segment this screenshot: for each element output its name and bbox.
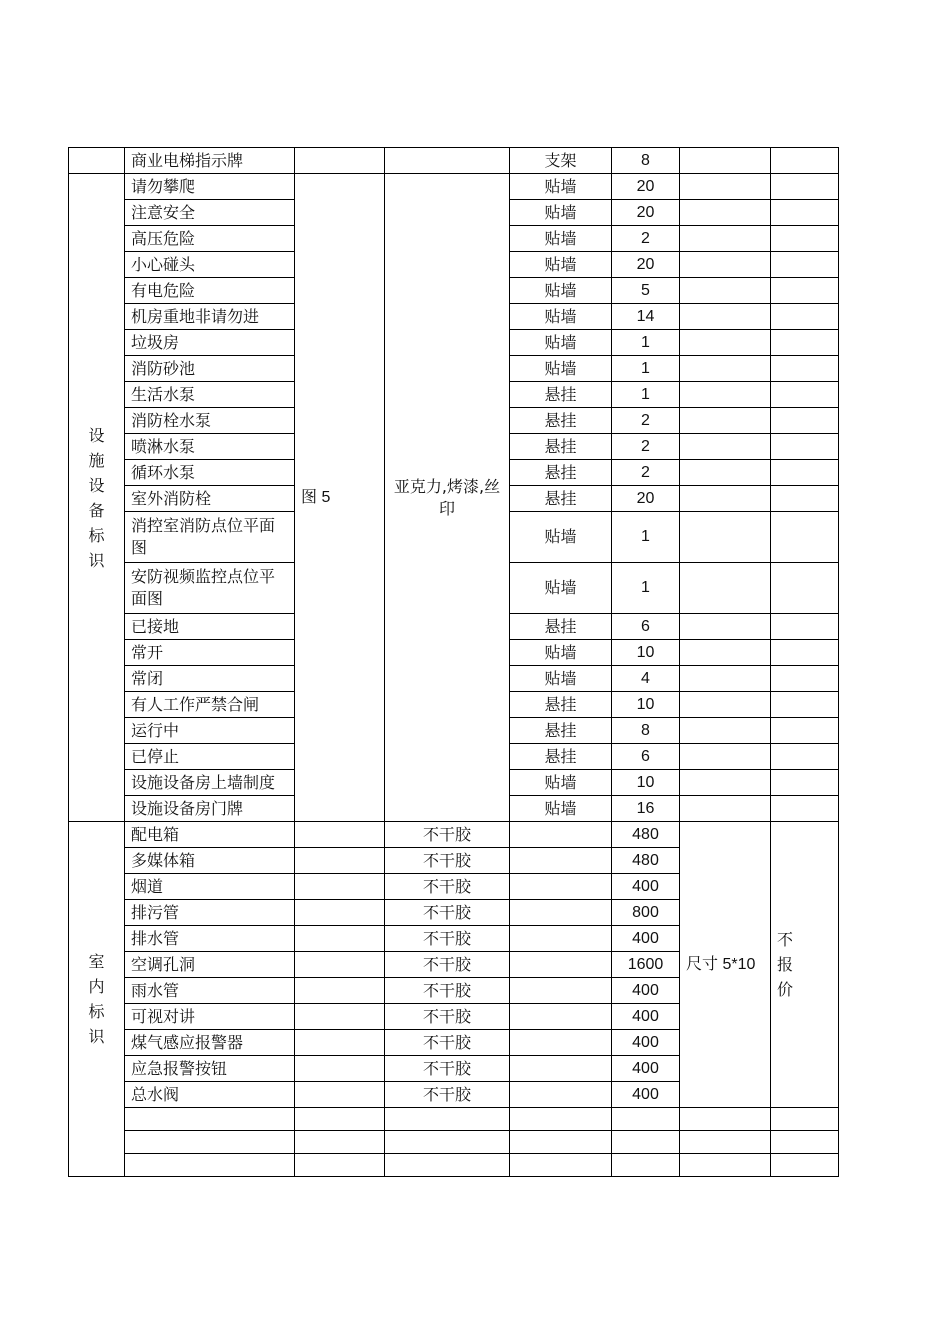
size-cell (680, 666, 771, 692)
table-row-empty (69, 1131, 839, 1154)
quantity: 2 (612, 226, 680, 252)
note-cell (771, 770, 839, 796)
size-cell (680, 512, 771, 563)
install-cell (510, 1056, 612, 1082)
material: 不干胶 (385, 978, 510, 1004)
empty-cell (680, 1108, 771, 1131)
item-name: 消控室消防点位平面图 (125, 512, 295, 563)
note-cell (771, 304, 839, 330)
image-ref: 图 5 (295, 174, 385, 822)
signage-table (68, 147, 839, 1177)
item-name: 排污管 (125, 900, 295, 926)
item-name: 煤气感应报警器 (125, 1030, 295, 1056)
size-cell (680, 770, 771, 796)
note-cell (771, 666, 839, 692)
note-cell (771, 718, 839, 744)
table-row-empty (69, 1108, 839, 1131)
quantity: 6 (612, 614, 680, 640)
note-cell (771, 226, 839, 252)
empty-cell (385, 1154, 510, 1177)
note-cell (771, 382, 839, 408)
image-cell (295, 874, 385, 900)
install-method: 贴墙 (510, 640, 612, 666)
item-name: 商业电梯指示牌 (125, 148, 295, 174)
install-cell (510, 926, 612, 952)
note-cell (771, 174, 839, 200)
size-cell (680, 382, 771, 408)
material-cell (385, 148, 510, 174)
item-name: 消防栓水泵 (125, 408, 295, 434)
quantity: 480 (612, 822, 680, 848)
item-name: 注意安全 (125, 200, 295, 226)
note-cell (771, 356, 839, 382)
quantity: 5 (612, 278, 680, 304)
note-cell (771, 278, 839, 304)
install-method: 贴墙 (510, 796, 612, 822)
quantity: 1 (612, 356, 680, 382)
note-cell (771, 614, 839, 640)
quantity: 20 (612, 252, 680, 278)
size-cell (680, 356, 771, 382)
item-name: 生活水泵 (125, 382, 295, 408)
size-cell (680, 148, 771, 174)
empty-cell (680, 1131, 771, 1154)
size-cell (680, 252, 771, 278)
install-cell (510, 952, 612, 978)
install-method: 贴墙 (510, 356, 612, 382)
item-name: 空调孔洞 (125, 952, 295, 978)
size-cell (680, 460, 771, 486)
quantity: 8 (612, 148, 680, 174)
quantity: 10 (612, 692, 680, 718)
quantity: 400 (612, 926, 680, 952)
empty-cell (612, 1108, 680, 1131)
size-cell (680, 434, 771, 460)
empty-cell (510, 1108, 612, 1131)
install-method: 贴墙 (510, 226, 612, 252)
install-cell (510, 1030, 612, 1056)
material: 不干胶 (385, 1030, 510, 1056)
table-row-empty (69, 1154, 839, 1177)
item-name: 配电箱 (125, 822, 295, 848)
material: 不干胶 (385, 848, 510, 874)
size-cell (680, 408, 771, 434)
empty-cell (295, 1154, 385, 1177)
material: 不干胶 (385, 1056, 510, 1082)
empty-cell (385, 1131, 510, 1154)
note-cell (771, 796, 839, 822)
item-name: 有人工作严禁合闸 (125, 692, 295, 718)
note-cell (771, 486, 839, 512)
note-cell (771, 692, 839, 718)
item-name: 多媒体箱 (125, 848, 295, 874)
material: 亚克力,烤漆,丝印 (385, 174, 510, 822)
size-cell (680, 640, 771, 666)
image-cell (295, 848, 385, 874)
note-cell (771, 330, 839, 356)
empty-cell (771, 1108, 839, 1131)
note-cell (771, 252, 839, 278)
quantity: 6 (612, 744, 680, 770)
quantity: 400 (612, 1082, 680, 1108)
quantity: 800 (612, 900, 680, 926)
install-method: 贴墙 (510, 330, 612, 356)
image-cell (295, 900, 385, 926)
install-method: 悬挂 (510, 614, 612, 640)
category-cell-empty (69, 148, 125, 174)
size-cell (680, 226, 771, 252)
item-name: 总水阀 (125, 1082, 295, 1108)
quantity: 1 (612, 330, 680, 356)
material: 不干胶 (385, 952, 510, 978)
price-note (771, 822, 839, 1108)
item-name: 安防视频监控点位平面图 (125, 563, 295, 614)
item-name: 小心碰头 (125, 252, 295, 278)
category-indoor (69, 822, 125, 1177)
note-cell (771, 434, 839, 460)
note-cell (771, 460, 839, 486)
item-name: 消防砂池 (125, 356, 295, 382)
install-method: 悬挂 (510, 718, 612, 744)
price-note-text: 不报价 (777, 930, 794, 999)
install-method: 悬挂 (510, 460, 612, 486)
table-body (69, 148, 839, 1177)
material: 不干胶 (385, 1004, 510, 1030)
item-name: 循环水泵 (125, 460, 295, 486)
size-cell (680, 614, 771, 640)
empty-cell (612, 1154, 680, 1177)
item-name: 运行中 (125, 718, 295, 744)
install-cell (510, 1004, 612, 1030)
item-name: 设施设备房门牌 (125, 796, 295, 822)
image-cell (295, 1056, 385, 1082)
size-cell (680, 563, 771, 614)
size-cell (680, 304, 771, 330)
note-cell (771, 640, 839, 666)
quantity: 1 (612, 512, 680, 563)
quantity: 20 (612, 486, 680, 512)
item-name: 排水管 (125, 926, 295, 952)
quantity: 20 (612, 174, 680, 200)
item-name: 应急报警按钮 (125, 1056, 295, 1082)
size-cell (680, 200, 771, 226)
install-method: 悬挂 (510, 744, 612, 770)
quantity: 20 (612, 200, 680, 226)
image-cell (295, 978, 385, 1004)
quantity: 400 (612, 1030, 680, 1056)
install-cell (510, 848, 612, 874)
size-cell (680, 692, 771, 718)
quantity: 2 (612, 434, 680, 460)
size-cell (680, 174, 771, 200)
material: 不干胶 (385, 900, 510, 926)
material: 不干胶 (385, 874, 510, 900)
item-name: 可视对讲 (125, 1004, 295, 1030)
empty-cell (295, 1108, 385, 1131)
image-cell (295, 822, 385, 848)
empty-cell (771, 1154, 839, 1177)
empty-cell (510, 1154, 612, 1177)
item-name: 垃圾房 (125, 330, 295, 356)
size-cell (680, 796, 771, 822)
image-cell (295, 148, 385, 174)
install-method: 贴墙 (510, 666, 612, 692)
item-name: 有电危险 (125, 278, 295, 304)
table-row-elevator (69, 148, 839, 174)
quantity: 400 (612, 1056, 680, 1082)
item-name: 设施设备房上墙制度 (125, 770, 295, 796)
item-name: 烟道 (125, 874, 295, 900)
install-method: 悬挂 (510, 382, 612, 408)
quantity: 4 (612, 666, 680, 692)
quantity: 400 (612, 874, 680, 900)
item-name: 机房重地非请勿进 (125, 304, 295, 330)
image-cell (295, 926, 385, 952)
quantity: 400 (612, 1004, 680, 1030)
category-facility (69, 174, 125, 822)
item-name: 室外消防栓 (125, 486, 295, 512)
install-method: 支架 (510, 148, 612, 174)
install-cell (510, 822, 612, 848)
empty-cell (510, 1131, 612, 1154)
install-method: 贴墙 (510, 278, 612, 304)
install-method: 贴墙 (510, 200, 612, 226)
size-spec: 尺寸 5*10 (680, 822, 771, 1108)
item-name: 常闭 (125, 666, 295, 692)
table-row (69, 822, 839, 848)
note-cell (771, 408, 839, 434)
note-cell (771, 200, 839, 226)
quantity: 1600 (612, 952, 680, 978)
size-cell (680, 330, 771, 356)
item-name: 已停止 (125, 744, 295, 770)
material: 不干胶 (385, 822, 510, 848)
size-cell (680, 744, 771, 770)
material: 不干胶 (385, 1082, 510, 1108)
empty-cell (771, 1131, 839, 1154)
quantity: 14 (612, 304, 680, 330)
empty-cell (125, 1131, 295, 1154)
empty-cell (612, 1131, 680, 1154)
quantity: 480 (612, 848, 680, 874)
install-cell (510, 1082, 612, 1108)
install-method: 悬挂 (510, 692, 612, 718)
install-method: 悬挂 (510, 408, 612, 434)
install-method: 贴墙 (510, 304, 612, 330)
item-name: 雨水管 (125, 978, 295, 1004)
empty-cell (295, 1131, 385, 1154)
category-label: 设施设备标识 (88, 425, 105, 570)
quantity: 16 (612, 796, 680, 822)
note-cell (771, 563, 839, 614)
note-cell (771, 744, 839, 770)
install-method: 贴墙 (510, 770, 612, 796)
install-method: 悬挂 (510, 434, 612, 460)
size-cell (680, 718, 771, 744)
item-name: 请勿攀爬 (125, 174, 295, 200)
item-name: 常开 (125, 640, 295, 666)
image-cell (295, 1030, 385, 1056)
quantity: 1 (612, 382, 680, 408)
install-cell (510, 978, 612, 1004)
item-name: 喷淋水泵 (125, 434, 295, 460)
install-method: 贴墙 (510, 563, 612, 614)
item-name: 已接地 (125, 614, 295, 640)
quantity: 10 (612, 640, 680, 666)
install-cell (510, 874, 612, 900)
item-name: 高压危险 (125, 226, 295, 252)
install-method: 悬挂 (510, 486, 612, 512)
install-method: 贴墙 (510, 174, 612, 200)
image-cell (295, 1082, 385, 1108)
empty-cell (680, 1154, 771, 1177)
quantity: 2 (612, 460, 680, 486)
quantity: 400 (612, 978, 680, 1004)
quantity: 1 (612, 563, 680, 614)
category-label: 室内标识 (88, 952, 105, 1046)
install-method: 贴墙 (510, 512, 612, 563)
quantity: 2 (612, 408, 680, 434)
quantity: 10 (612, 770, 680, 796)
material: 不干胶 (385, 926, 510, 952)
install-method: 贴墙 (510, 252, 612, 278)
image-cell (295, 1004, 385, 1030)
empty-cell (125, 1154, 295, 1177)
size-cell (680, 486, 771, 512)
note-cell (771, 512, 839, 563)
empty-cell (385, 1108, 510, 1131)
size-cell (680, 278, 771, 304)
install-cell (510, 900, 612, 926)
table-row (69, 174, 839, 200)
image-cell (295, 952, 385, 978)
note-cell (771, 148, 839, 174)
quantity: 8 (612, 718, 680, 744)
empty-cell (125, 1108, 295, 1131)
